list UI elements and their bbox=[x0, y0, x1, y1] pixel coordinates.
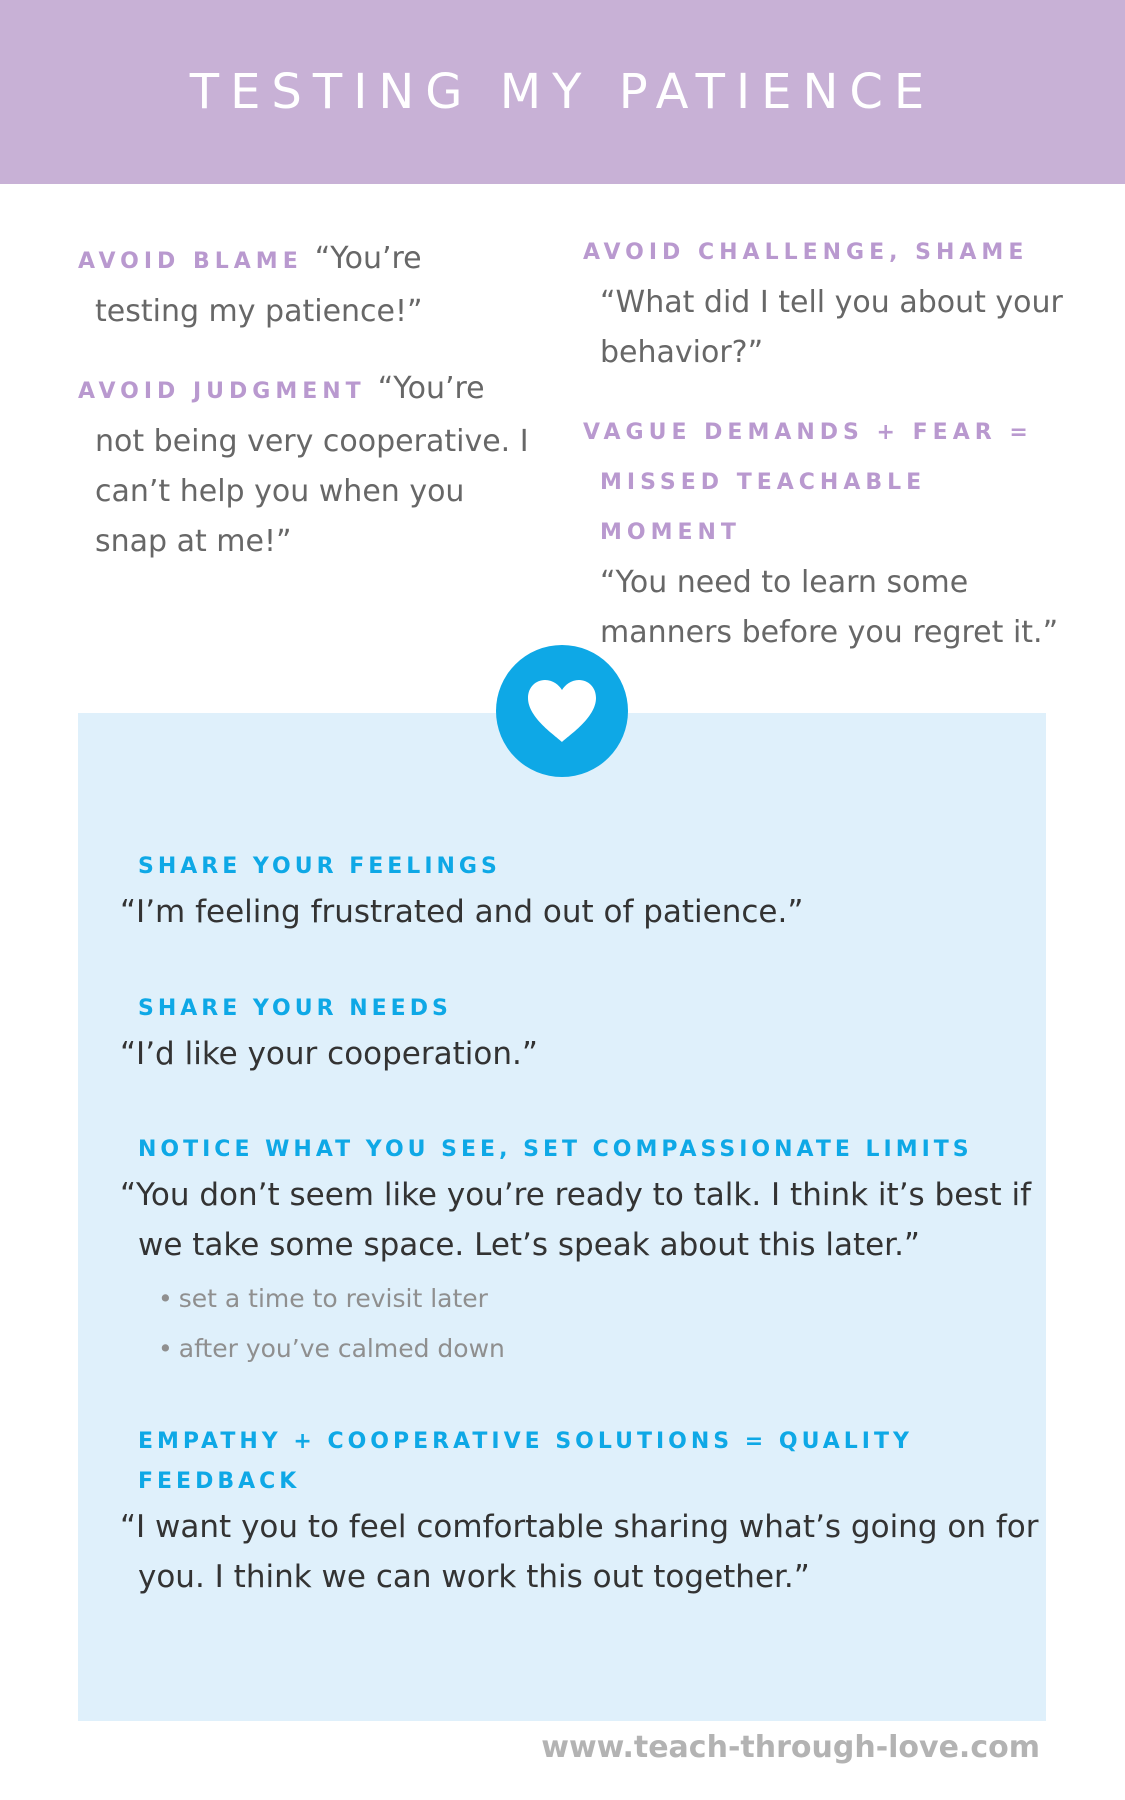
do-label: SHARE YOUR NEEDS bbox=[138, 996, 452, 1021]
share-feelings-item bbox=[120, 847, 1040, 937]
heart-icon bbox=[526, 678, 598, 744]
header-banner bbox=[0, 0, 1125, 184]
avoid-label: AVOID BLAME bbox=[78, 249, 303, 274]
avoid-judgment-item bbox=[78, 364, 535, 567]
notice-limits-item bbox=[120, 1130, 1040, 1374]
avoid-challenge-item bbox=[583, 228, 1063, 378]
do-quote: “I want you to feel comfortable sharing what’s going on for you. I think we can work this out together.” bbox=[120, 1509, 1039, 1595]
avoid-quote: “You need to learn some manners before you regret it.” bbox=[600, 565, 1059, 650]
do-label: NOTICE WHAT YOU SEE, SET COMPASSIONATE LIMITS bbox=[138, 1137, 973, 1162]
vague-demands-item bbox=[583, 408, 1063, 658]
page-title: TESTING MY PATIENCE bbox=[189, 64, 936, 120]
website-url: www.teach-through-love.com bbox=[541, 1730, 1040, 1765]
avoid-label-line2: MISSED TEACHABLE MOMENT bbox=[600, 470, 927, 545]
do-label: SHARE YOUR FEELINGS bbox=[138, 854, 501, 879]
share-needs-item bbox=[120, 989, 1040, 1079]
bullet-item: • after you’ve calmed down bbox=[158, 1324, 1040, 1374]
avoid-quote: “You’re not being very cooperative. I can’t help you when you snap at me!” bbox=[95, 371, 529, 559]
bullet-list bbox=[120, 1274, 1040, 1374]
avoid-label-line1: VAGUE DEMANDS + FEAR = bbox=[583, 420, 1033, 445]
do-quote: “I’d like your cooperation.” bbox=[120, 1036, 538, 1072]
bullet-item: • set a time to revisit later bbox=[158, 1274, 1040, 1324]
avoid-label: AVOID JUDGMENT bbox=[78, 379, 366, 404]
avoid-label: AVOID CHALLENGE, SHAME bbox=[583, 240, 1029, 265]
avoid-blame-item bbox=[78, 234, 535, 337]
empathy-solutions-item bbox=[120, 1422, 1040, 1602]
do-quote: “I’m feeling frustrated and out of patience.” bbox=[120, 894, 804, 930]
avoid-quote: “You’re testing my patience!” bbox=[95, 241, 423, 329]
avoid-quote: “What did I tell you about your behavior?” bbox=[600, 285, 1063, 370]
heart-badge bbox=[496, 645, 628, 777]
do-label: EMPATHY + COOPERATIVE SOLUTIONS = QUALITY FEEDBACK bbox=[138, 1429, 913, 1494]
do-quote: “You don’t seem like you’re ready to talk. I think it’s best if we take some space. Let’s speak about this later.” bbox=[120, 1177, 1031, 1263]
